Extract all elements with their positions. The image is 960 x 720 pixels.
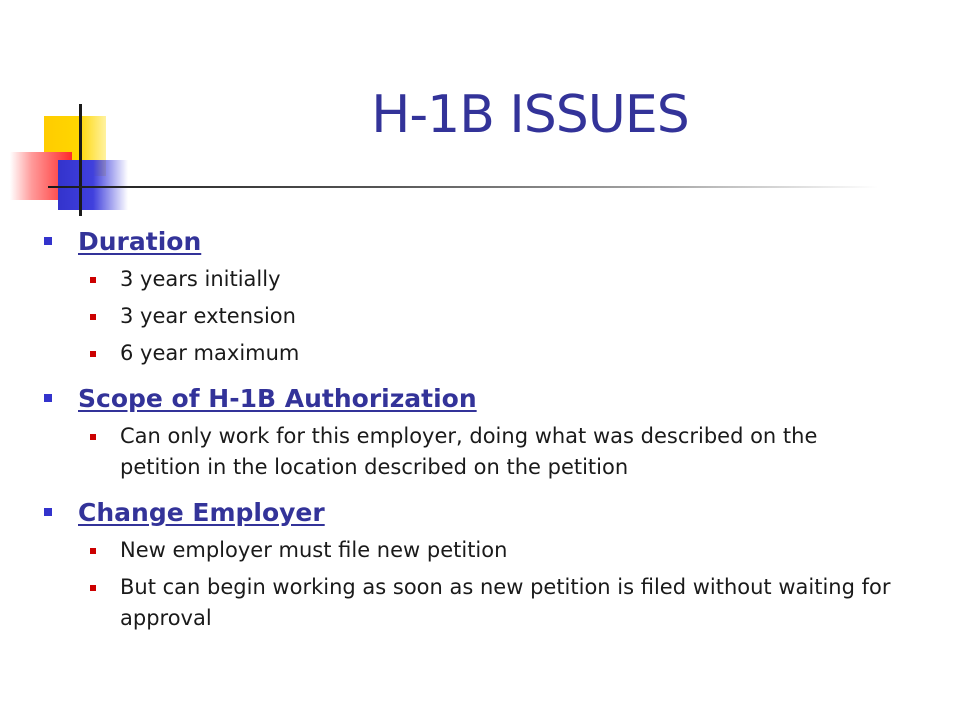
slide-title: H-1B ISSUES [371, 85, 689, 145]
list-item-text: 6 year maximum [120, 341, 300, 365]
title-underline-rule [48, 186, 878, 188]
section-heading: Duration [78, 226, 202, 256]
list-item-text: Can only work for this employer, doing what was described on the petition in the location described on the petition [120, 424, 818, 479]
list-item [44, 338, 924, 369]
section-duration [44, 222, 924, 369]
list-item-text: 3 years initially [120, 267, 281, 291]
list-item [44, 264, 924, 295]
list-item [44, 421, 924, 483]
section-heading: Change Employer [78, 497, 325, 527]
list-item-text: 3 year extension [120, 304, 296, 328]
square-bullet-icon [44, 394, 52, 402]
square-bullet-icon [90, 585, 96, 591]
list-item-text: New employer must file new petition [120, 538, 508, 562]
slide-content [44, 222, 924, 644]
section-heading-row [44, 379, 924, 417]
list-item-text: But can begin working as soon as new petition is filed without waiting for approval [120, 575, 891, 630]
section-change-employer [44, 493, 924, 634]
list-item [44, 301, 924, 332]
square-bullet-icon [90, 434, 96, 440]
square-bullet-icon [90, 277, 96, 283]
vertical-rule-decoration [79, 104, 82, 216]
section-heading: Scope of H-1B Authorization [78, 383, 477, 413]
section-heading-row [44, 222, 924, 260]
square-bullet-icon [90, 314, 96, 320]
list-item [44, 535, 924, 566]
section-heading-row [44, 493, 924, 531]
square-bullet-icon [44, 508, 52, 516]
square-bullet-icon [44, 237, 52, 245]
corner-decoration [0, 0, 220, 230]
section-scope [44, 379, 924, 483]
blue-square-decoration [58, 160, 128, 210]
list-item [44, 572, 924, 634]
square-bullet-icon [90, 351, 96, 357]
square-bullet-icon [90, 548, 96, 554]
